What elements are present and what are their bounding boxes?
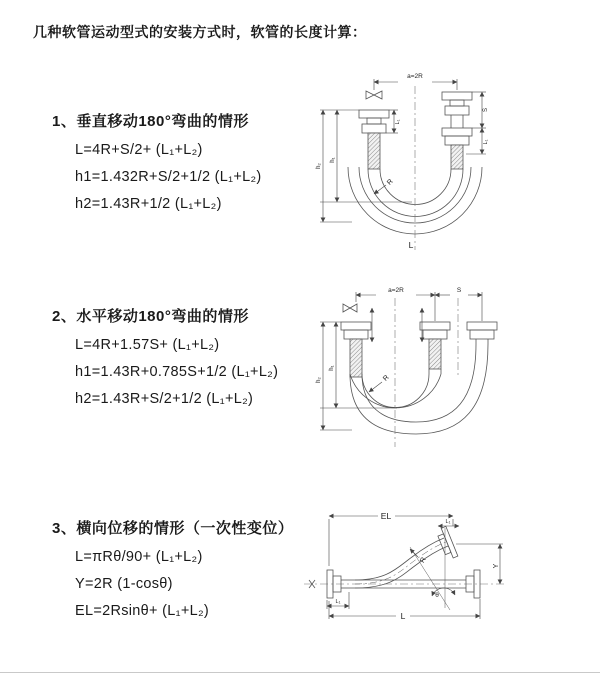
dim-label-y: Y: [493, 563, 500, 569]
hose-drawing: [309, 526, 480, 610]
dim-label-r: R: [419, 556, 428, 565]
diagram-lateral-displacement: [298, 500, 560, 650]
formula-h2: h2=1.43R+1/2 (L₁+L₂): [75, 196, 222, 212]
formula-l: L=4R+S/2+ (L₁+L₂): [75, 142, 203, 158]
dim-label-r: R: [386, 178, 395, 187]
formula-l: L=4R+1.57S+ (L₁+L₂): [75, 337, 220, 353]
formula-h1: h1=1.43R+0.785S+1/2 (L₁+L₂): [75, 364, 279, 380]
dim-label-h1: h₁: [329, 365, 335, 371]
dim-label-l: L: [408, 240, 414, 250]
hose-drawing: [341, 304, 497, 434]
braid-hatch: [368, 133, 380, 169]
formula-el: EL=2Rsinθ+ (L₁+L₂): [75, 603, 210, 619]
dimension-lines: [320, 292, 482, 430]
section-vertical-movement: [52, 110, 352, 212]
dim-label-s: S: [456, 287, 462, 294]
dim-label-l1-top: L₁: [445, 519, 451, 525]
section-2-heading: 2、水平移动180°弯曲的情形: [52, 308, 249, 325]
section-1-heading: 1、垂直移动180°弯曲的情形: [52, 113, 249, 130]
valve-icon: [366, 91, 382, 99]
section-3-heading: 3、横向位移的情形（一次性变位）: [52, 520, 294, 537]
dim-label-l1-right: L₁: [483, 139, 489, 145]
formula-y: Y=2R (1-cosθ): [75, 576, 173, 592]
dim-label-r: R: [382, 374, 391, 383]
section-horizontal-movement: [52, 305, 352, 407]
page-title: 几种软管运动型式的安装方式时，软管的长度计算：: [33, 24, 367, 40]
dim-label-el: EL: [380, 511, 392, 521]
dim-label-a2r: a=2R: [388, 287, 404, 294]
dim-label-h1: h₁: [330, 157, 336, 163]
dim-label-l: L: [400, 611, 406, 621]
formula-h1: h1=1.432R+S/2+1/2 (L₁+L₂): [75, 169, 262, 185]
dim-label-a2r: a=2R: [407, 73, 423, 80]
page-bottom-rule: [0, 672, 600, 673]
dim-label-s: S: [483, 107, 489, 113]
braid-hatch: [451, 145, 463, 169]
formula-l: L=πRθ/90+ (L₁+L₂): [75, 549, 203, 565]
dim-label-h2: h₂: [316, 163, 322, 169]
dim-label-l1-left: L₁: [395, 119, 401, 125]
diagram-vertical-180-bend: [312, 64, 530, 260]
valve-icon: [343, 304, 357, 312]
dim-label-l1-bottom: L₁: [335, 599, 341, 605]
dimension-lines: [327, 516, 503, 619]
formula-h2: h2=1.43R+S/2+1/2 (L₁+L₂): [75, 391, 254, 407]
dim-label-theta: θ: [435, 592, 439, 599]
diagram-horizontal-180-bend: [312, 282, 530, 462]
braid-hatch: [350, 339, 362, 377]
braid-hatch: [429, 339, 441, 369]
dim-label-h2: h₂: [316, 377, 322, 383]
